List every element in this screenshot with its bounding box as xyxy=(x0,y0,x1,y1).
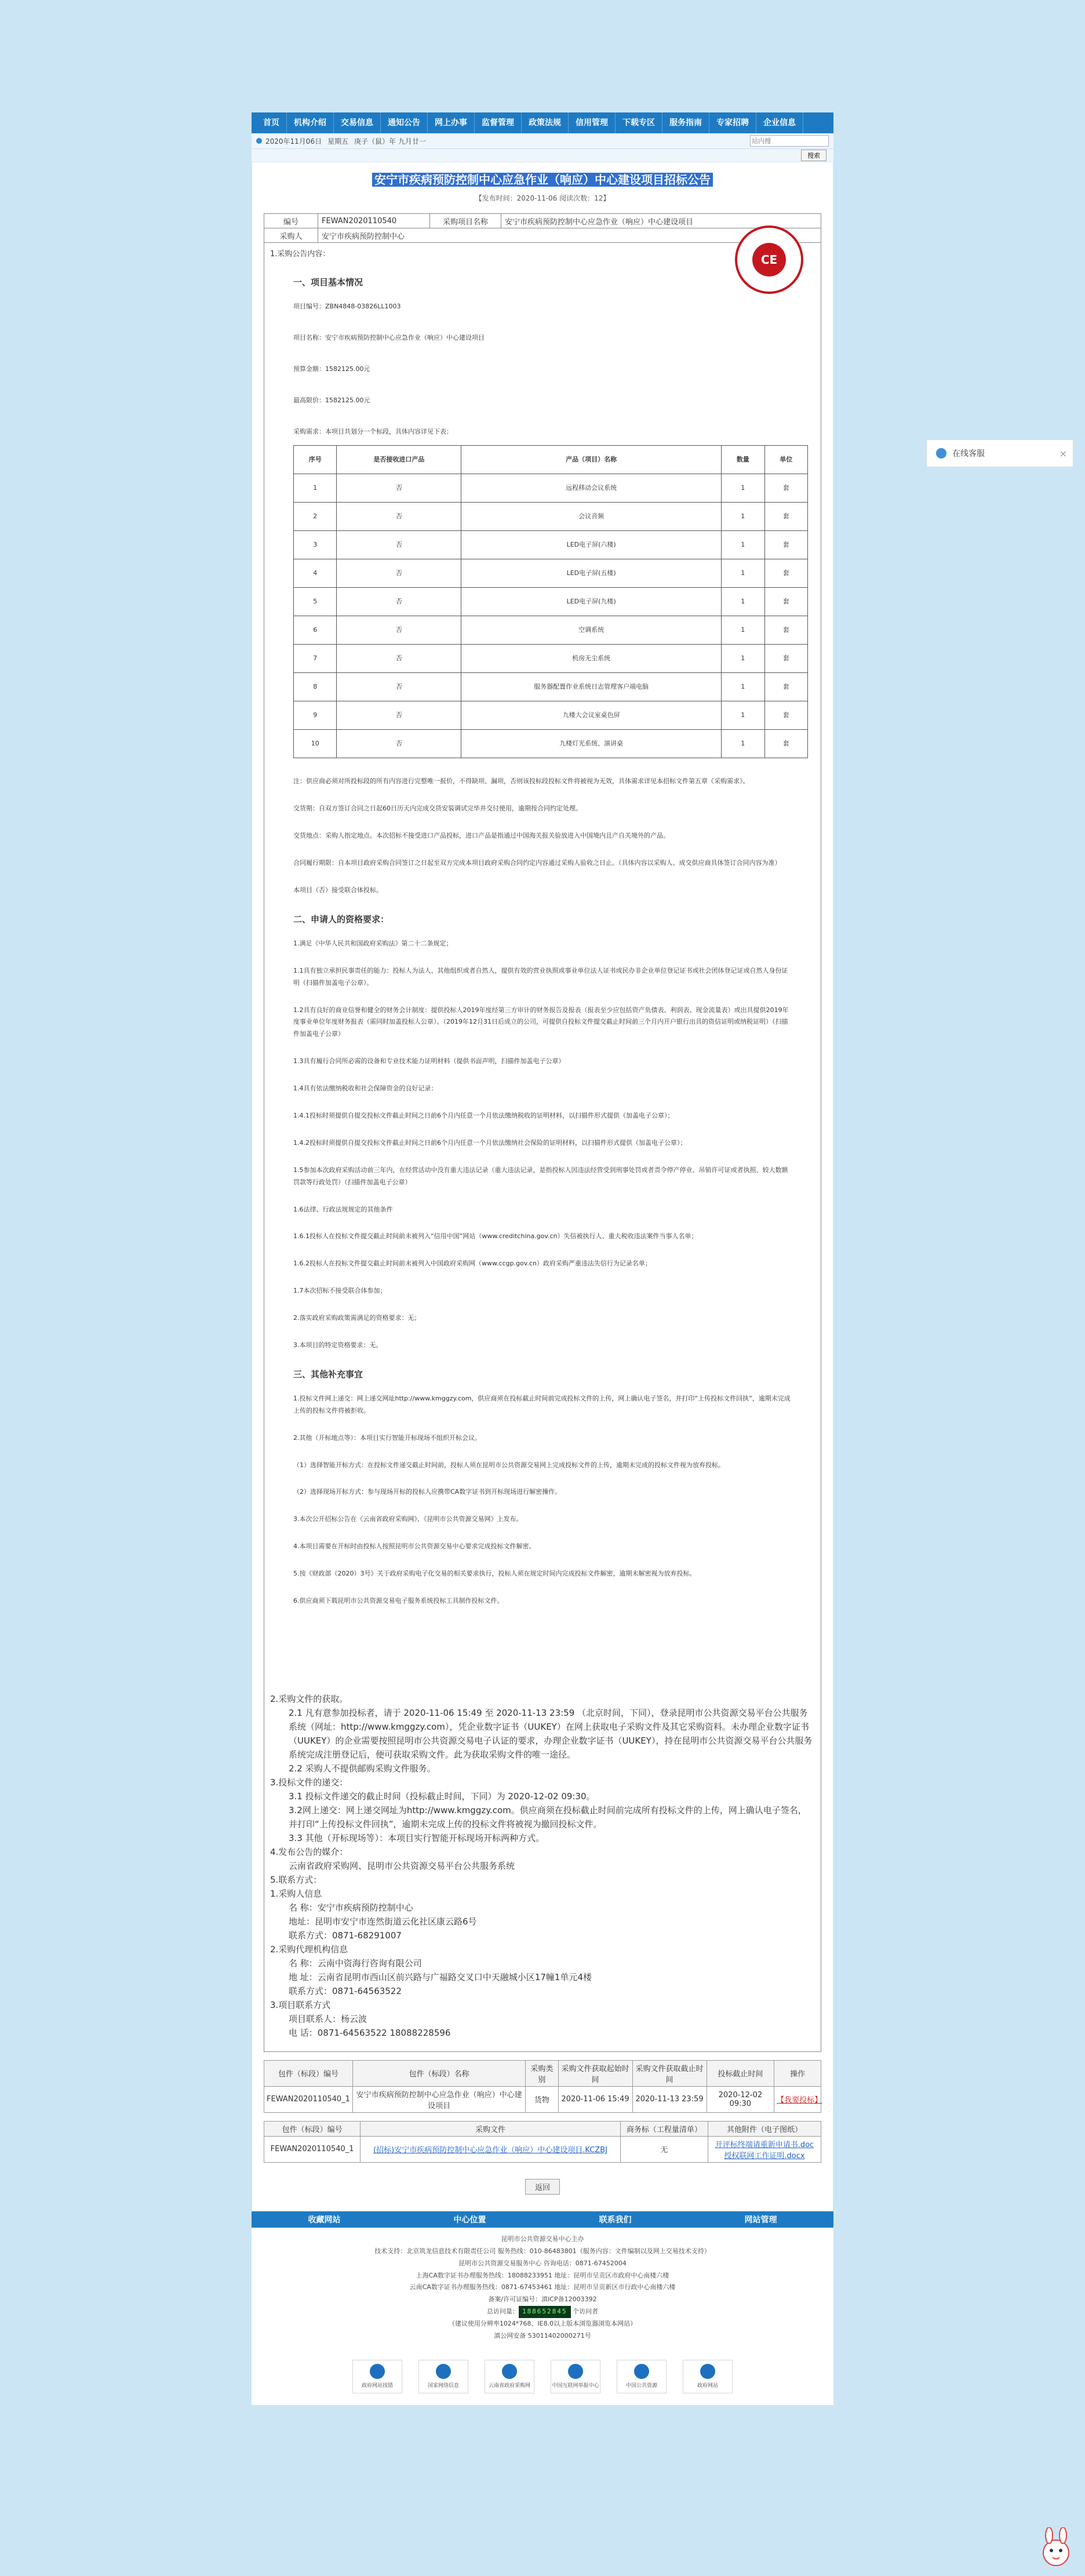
footer-line xyxy=(263,2233,822,2246)
logo-icon xyxy=(700,2364,715,2379)
procurement-line: 1.采购人信息 xyxy=(270,1888,322,1899)
footer-text: 总访问量： xyxy=(486,2308,519,2316)
attachment-link[interactable]: 开评标终端请重新申请书.doc xyxy=(715,2140,814,2149)
main-nav xyxy=(252,112,833,133)
table-cell: 1 xyxy=(722,673,764,701)
page-wrapper xyxy=(252,112,833,2405)
footer-line xyxy=(263,2318,822,2330)
qualification-item: 3.本项目的特定资格要求：无。 xyxy=(293,1341,383,1349)
package-header-cell: 包件（标段）编号 xyxy=(264,2060,353,2086)
package-header-cell: 操作 xyxy=(774,2060,821,2086)
procurement-line: 2.1 凡有意参加投标者，请于 2020-11-06 15:49 至 2020-11-13 23:59 （北京时间，下同），登录昆明市公共资源交易平台公共服务系统（网址：http://www.kmggzy.com），凭企业数字证书（UUKEY）在网上获取电子采购文件及其它采购资料。未办理企业数字证书（UUKEY）的企业需要按照昆明市公共资源交易电子认证的要求，办理企业数字证书（UUKEY），持在昆明市公共资源交易平台公共服务系统完成注册登记后，便可获取采购文件。此为获取采购文件的唯一途径。 xyxy=(289,1707,813,1760)
other-list xyxy=(270,1393,815,1607)
footer-text: 备案/许可证编号：滇ICP备12003392 xyxy=(488,2295,597,2304)
package-header-cell: 采购类别 xyxy=(526,2060,558,2086)
footer-logo[interactable] xyxy=(418,2360,468,2393)
lunar-text: 庚子（鼠）年 九月廿一 xyxy=(354,137,426,145)
code-value: FEWAN2020110540 xyxy=(318,214,430,228)
other-item: 1.投标文件网上递交：网上递交网址http://www.kmggzy.com，供应商须在投标截止时间前完成投标文件的上传，网上确认电子签名，并打印“上传投标文件回执”，逾期未完成上传的投标文件将被拒收。 xyxy=(293,1394,791,1414)
logo-label: 中国互联网举报中心 xyxy=(552,2383,599,2389)
footer-logos xyxy=(252,2348,833,2405)
procurement-line: 电 话：0871-64563522 18088228596 xyxy=(289,2027,451,2038)
table-cell: 9 xyxy=(294,701,337,730)
table-cell: 1 xyxy=(722,730,764,758)
qualification-item: 1.7本次招标不接受联合体参加； xyxy=(293,1287,387,1295)
footer-line xyxy=(263,2246,822,2258)
other-item: （2）选择现场开标方式：参与现场开标的投标人应携带CA数字证书到开标现场进行解密操作。 xyxy=(293,1488,562,1496)
table-cell: 否 xyxy=(337,673,461,701)
code-label: 编号 xyxy=(264,214,318,228)
footer-text: 昆明市公共资源交易中心主办 xyxy=(501,2235,584,2243)
table-row xyxy=(294,616,808,645)
footer-logo[interactable] xyxy=(352,2360,402,2393)
table-cell: 套 xyxy=(764,673,807,701)
buyer-label: 采购人 xyxy=(264,228,318,243)
table-cell: 1 xyxy=(294,474,337,503)
announcement-body xyxy=(264,243,821,2052)
logo-label: 政府网站找错 xyxy=(361,2383,393,2389)
table-cell: 1 xyxy=(722,503,764,531)
footer-line xyxy=(263,2306,822,2318)
table-row xyxy=(294,730,808,758)
procurement-line: 3.1 投标文件递交的截止时间（投标截止时间，下同）为 2020-12-02 09:30。 xyxy=(289,1791,595,1802)
other-item: 4.本项目需要在开标时由投标人按照昆明市公共资源交易中心要求完成投标文件解密。 xyxy=(293,1542,536,1551)
footer-nav xyxy=(252,2211,833,2228)
table-cell: 否 xyxy=(337,645,461,673)
qualification-item: 1.6.2投标人在投标文件提交截止时间前未被列入中国政府采购网（www.ccgp.gov.cn）政府采购严重违法失信行为记录名单； xyxy=(293,1260,651,1268)
qualification-item: 1.6.1投标人在投标文件提交截止时间前未被列入“信用中国”网站（www.creditchina.gov.cn）失信被执行人、重大税收违法案件当事人名单； xyxy=(293,1232,698,1240)
attachments-cell xyxy=(708,2136,821,2162)
footer-line xyxy=(263,2270,822,2282)
procurement-line: 4.发布公告的媒介： xyxy=(270,1846,348,1857)
logo-label: 国家网络信息 xyxy=(427,2383,459,2389)
table-row xyxy=(294,474,808,503)
search-input[interactable] xyxy=(750,135,829,147)
table-cell: LED电子屏(五楼) xyxy=(461,559,722,588)
table-cell: 4 xyxy=(294,559,337,588)
search-button[interactable]: 搜索 xyxy=(801,150,827,161)
other-item: 6.供应商须下载昆明市公共资源交易电子服务系统投标工具制作投标文件。 xyxy=(293,1596,504,1604)
logo-label: 云南省政府采购网 xyxy=(488,2383,530,2389)
table-cell: 否 xyxy=(337,730,461,758)
qualification-item: 1.4.1投标时须提供自提交投标文件截止时间之日前6个月内任意一个月依法缴纳税收的证明材料，以扫描件形式提供（加盖电子公章）； xyxy=(293,1111,674,1119)
search-bar xyxy=(252,149,833,162)
budget-amount: 预算金额：1582125.00元 xyxy=(293,365,370,373)
logo-icon xyxy=(502,2364,517,2379)
table-cell: 套 xyxy=(764,531,807,559)
procurement-line: 2.采购代理机构信息 xyxy=(270,1944,348,1955)
footer-line xyxy=(263,2294,822,2306)
table-cell: 套 xyxy=(764,503,807,531)
table-cell: 3 xyxy=(294,531,337,559)
qualification-item: 2.落实政府采购政策需满足的资格要求：无； xyxy=(293,1314,421,1322)
qualification-item: 1.2具有良好的商业信誉和健全的财务会计制度：提供投标人2019年度经第三方审计的财务报告及报表（报表至少应包括资产负债表、利润表、现金流量表）或出具提供2019年度事业单位年度财务报表（需同时加盖投标人公章）。（2019年12月31日后成立的公司，可提供自投标文件提交截止时间前三个月内开户银行出具的资信证明或纳税证明）（扫描件加盖电子公章） xyxy=(293,1006,789,1038)
qualification-item: 1.4具有依法缴纳税收和社会保障资金的良好记录： xyxy=(293,1085,438,1093)
table-cell: 6 xyxy=(294,616,337,645)
delivery-text: 交货期：自双方签订合同之日起60日历天内完成交货安装调试完毕并交付使用，逾期按合同约定处理。 xyxy=(293,805,582,813)
table-cell: 1 xyxy=(722,474,764,503)
procurement-line: 名 称：云南中资海行咨询有限公司 xyxy=(289,1958,422,1969)
procurement-info xyxy=(270,1692,815,2040)
table-cell: 会议音频 xyxy=(461,503,722,531)
table-row xyxy=(294,559,808,588)
other-item: 2.其他（开标地点等）：本项目实行智能开标现场不组织开标会议。 xyxy=(293,1433,481,1442)
table-cell: 否 xyxy=(337,588,461,616)
qualification-item: 1.4.2投标时须提供自提交投标文件截止时间之日前6个月内任意一个月依法缴纳社会保险的证明材料，以扫描件形式提供（加盖电子公章）； xyxy=(293,1138,687,1147)
procurement-line: 名 称：安宁市疾病预防控制中心 xyxy=(289,1902,413,1913)
procurement-line: 联系方式：0871-68291007 xyxy=(289,1930,402,1941)
procurement-line: 2.采购文件的获取。 xyxy=(270,1693,348,1704)
table-cell: 套 xyxy=(764,730,807,758)
table-cell: 套 xyxy=(764,616,807,645)
table-row xyxy=(294,588,808,616)
footer-info xyxy=(252,2228,833,2348)
package-header-cell: 采购文件获取起始时间 xyxy=(558,2060,632,2086)
footer-line xyxy=(263,2330,822,2342)
footer-line xyxy=(263,2282,822,2294)
section-basic-title: 一、项目基本情况 xyxy=(293,277,363,288)
nav-item[interactable]: 信用管理 xyxy=(569,112,616,133)
footer-logo[interactable] xyxy=(485,2360,534,2393)
table-header-cell: 是否接收进口产品 xyxy=(337,446,461,474)
delivery-place-text: 交货地点：采购人指定地点。本次招标不接受进口产品投标，进口产品是指通过中国海关报关验放进入中国境内且产自关境外的产品。 xyxy=(293,832,669,840)
info-bar xyxy=(252,133,833,149)
procurement-line: 3.项目联系方式 xyxy=(270,1999,331,2010)
close-icon[interactable]: × xyxy=(1059,447,1067,459)
nav-item[interactable]: 首页 xyxy=(256,112,287,133)
nav-item[interactable]: 政策法规 xyxy=(522,112,569,133)
procurement-line: 3.3 其他（开标现场等）：本项目实行智能开标现场开标两种方式。 xyxy=(289,1832,545,1843)
table-row xyxy=(294,673,808,701)
procurement-line: 地 址：云南省昆明市西山区前兴路与广福路交叉口中天融城小区17幢1单元4楼 xyxy=(289,1971,592,1982)
name-label: 采购项目名称 xyxy=(430,214,501,228)
logo-icon xyxy=(370,2364,385,2379)
note-text: 注：供应商必须对所投标段的所有内容进行完整唯一报价，不得缺项、漏项，否则该投标段投标文件将被视为无效，具体需求详见本招标文件第五章《采购需求》。 xyxy=(293,777,749,785)
table-cell: 远程移动会议系统 xyxy=(461,474,722,503)
table-cell: 否 xyxy=(337,474,461,503)
bid-button[interactable]: 【我要投标】 xyxy=(774,2086,821,2112)
logo-label: 中国公共资源 xyxy=(625,2383,657,2389)
table-cell: 1 xyxy=(722,588,764,616)
files-cell: FEWAN2020110540_1 xyxy=(264,2136,361,2162)
table-header-cell: 产品（项目）名称 xyxy=(461,446,722,474)
intro-text: 1.采购公告内容： xyxy=(270,250,330,259)
table-cell: 7 xyxy=(294,645,337,673)
procurement-line: 3.投标文件的递交： xyxy=(270,1777,348,1788)
table-cell: 套 xyxy=(764,588,807,616)
procurement-line: 联系方式：0871-64563522 xyxy=(289,1985,402,1996)
header-table xyxy=(264,213,821,243)
table-cell: 套 xyxy=(764,559,807,588)
table-cell: LED电子屏(六楼) xyxy=(461,531,722,559)
files-header-cell: 包件（标段）编号 xyxy=(264,2121,361,2136)
procurement-line: 地址：昆明市安宁市连然街道云化社区康云路6号 xyxy=(289,1916,477,1927)
procurement-line: 3.2网上递交：网上递交网址为http://www.kmggzy.com。供应商须在投标截止时间前完成所有投标文件的上传，网上确认电子签名，并打印“上传投标文件回执”，逾期未完成上传的投标文件将被视为撤回投标文件。 xyxy=(289,1804,807,1829)
table-cell: 套 xyxy=(764,645,807,673)
project-number: 项目编号：ZBN4848-03826LL1003 xyxy=(293,303,401,311)
footer-logo[interactable] xyxy=(683,2360,733,2393)
qualification-list xyxy=(270,938,815,1352)
package-cell: 2020-11-13 23:59 xyxy=(632,2086,707,2112)
logo-label: 政府网站 xyxy=(697,2383,718,2389)
package-header-cell: 采购文件获取截止时间 xyxy=(632,2060,707,2086)
table-header-cell: 单位 xyxy=(764,446,807,474)
table-cell: 8 xyxy=(294,673,337,701)
table-cell: 10 xyxy=(294,730,337,758)
footer-text: （建议使用分辨率1024*768、IE8.0以上版本浏览器浏览本网站） xyxy=(448,2320,637,2328)
table-cell: 机房无尘系统 xyxy=(461,645,722,673)
qualification-item: 1.3具有履行合同所必需的设备和专业技术能力证明材料（提供书面声明，扫描件加盖电子公章） xyxy=(293,1057,565,1065)
footer-text: 昆明市公共资源交易服务中心 咨询电话：0871-67452004 xyxy=(458,2259,627,2267)
logo-icon xyxy=(634,2364,649,2379)
package-header-cell: 投标截止时间 xyxy=(707,2060,774,2086)
visit-counter: 188652845 xyxy=(519,2306,571,2318)
online-service-widget[interactable] xyxy=(926,439,1073,467)
procurement-line: 5.联系方式： xyxy=(270,1874,322,1885)
online-service-label: 在线客服 xyxy=(952,449,985,459)
procurement-line: 云南省政府采购网、昆明市公共资源交易平台公共服务系统 xyxy=(289,1860,515,1871)
logo-icon xyxy=(568,2364,583,2379)
package-cell: 2020-11-06 15:49 xyxy=(558,2086,632,2112)
table-cell: 套 xyxy=(764,701,807,730)
qualification-item: 1.5参加本次政府采购活动前三年内，在经营活动中没有重大违法记录（重大违法记录，是指投标人因违法经营受到刑事处罚或者责令停产停业、吊销许可证或者执照、较大数额罚款等行政处罚）（扫描件加盖电子公章） xyxy=(293,1166,788,1186)
package-table xyxy=(264,2060,821,2113)
qualification-item: 1.满足《中华人民共和国政府采购法》第二十二条规定； xyxy=(293,939,453,947)
footer-nav-item[interactable]: 中心位置 xyxy=(453,2215,486,2225)
footer-text: 滇公网安备 53011402000271号 xyxy=(494,2332,591,2339)
table-cell: 1 xyxy=(722,701,764,730)
nav-item[interactable]: 监督管理 xyxy=(475,112,522,133)
other-item: （1）选择智能开标方式：在投标文件递交截止时间前，投标人须在昆明市公共资源交易网上完成投标文件的上传，逾期未完成的投标文件视为放弃投标。 xyxy=(293,1461,724,1469)
joint-bid-text: 本项目（否）接受联合体投标。 xyxy=(293,886,383,894)
table-cell: 1 xyxy=(722,559,764,588)
files-header-cell: 采购文件 xyxy=(361,2121,621,2136)
footer-nav-item[interactable]: 收藏网站 xyxy=(308,2215,341,2225)
table-cell: 否 xyxy=(337,616,461,645)
files-table xyxy=(264,2121,821,2163)
table-cell: 5 xyxy=(294,588,337,616)
package-cell: 安宁市疾病预防控制中心应急作业（响应）中心建设项目 xyxy=(352,2086,525,2112)
attachment-link[interactable]: 授权联网工作证明.docx xyxy=(724,2151,805,2160)
official-seal-icon: CE xyxy=(735,225,803,294)
nav-item[interactable]: 企业信息 xyxy=(756,112,803,133)
package-cell: 货物 xyxy=(526,2086,558,2112)
footer-text: 云南CA数字证书办理服务热线：0871-67453461 地址：昆明市呈贡新区市行政中心南楼六楼 xyxy=(409,2283,676,2291)
procurement-line: 2.2 采购人不提供邮购采购文件服务。 xyxy=(289,1763,436,1774)
table-cell: LED电子屏(九楼) xyxy=(461,588,722,616)
contract-period-text: 合同履行期限：自本项目政府采购合同签订之日起至双方完成本项目政府采购合同约定内容通过采购人验收之日止。（具体内容以采购人、成交供应商具体签订合同内容为准） xyxy=(293,859,781,867)
table-cell: 1 xyxy=(722,531,764,559)
nav-item[interactable]: 机构介绍 xyxy=(287,112,334,133)
table-header-cell: 序号 xyxy=(294,446,337,474)
nav-item[interactable]: 下载专区 xyxy=(616,112,662,133)
nav-item[interactable]: 通知公告 xyxy=(381,112,428,133)
logo-icon xyxy=(436,2364,451,2379)
footer-nav-item[interactable]: 联系我们 xyxy=(599,2215,632,2225)
table-cell: 服务器配置作业系统日志管理客户端电脑 xyxy=(461,673,722,701)
announcement-paper xyxy=(252,162,833,2211)
name-value: 安宁市疾病预防控制中心应急作业（响应）中心建设项目 xyxy=(501,214,821,228)
package-header-cell: 包件（标段）名称 xyxy=(352,2060,525,2086)
table-cell: 否 xyxy=(337,701,461,730)
back-button[interactable]: 返回 xyxy=(525,2179,560,2195)
requirement-text: 采购需求：本项目共划分一个标段，具体内容详见下表： xyxy=(293,427,453,435)
counter-suffix: 个访问者 xyxy=(573,2308,599,2316)
footer-nav-item[interactable]: 网站管理 xyxy=(744,2215,777,2225)
table-cell: 套 xyxy=(764,474,807,503)
mascot-icon[interactable] xyxy=(1039,2527,1073,2568)
footer-logo[interactable] xyxy=(551,2360,600,2393)
other-item: 5.按《财政部（2020）3号》关于政府采购电子化交易的相关要求执行，投标人须在规定时间内完成投标文件解密，逾期未解密视为放弃投标。 xyxy=(293,1570,696,1578)
footer-text: 技术支持：北京筑龙信息技术有限责任公司 服务热线：010-86483801（服务内容：文件编制以及网上交易技术支持） xyxy=(374,2247,711,2255)
procurement-line: 项目联系人：杨云波 xyxy=(289,2013,367,2024)
table-cell: 否 xyxy=(337,559,461,588)
search-area xyxy=(750,135,829,147)
table-row xyxy=(294,503,808,531)
table-row xyxy=(294,645,808,673)
table-header-cell: 数量 xyxy=(722,446,764,474)
info-icon xyxy=(256,138,262,144)
back-area xyxy=(264,2179,821,2195)
table-cell: 否 xyxy=(337,531,461,559)
table-cell: 1 xyxy=(722,645,764,673)
max-price: 最高限价：1582125.00元 xyxy=(293,396,370,404)
nav-item[interactable]: 专家招聘 xyxy=(709,112,756,133)
table-cell: 1 xyxy=(722,616,764,645)
procurement-file-link[interactable]: (招标)安宁市疾病预防控制中心应急作业（响应）中心建设项目.KCZBJ xyxy=(361,2136,621,2162)
package-cell: 2020-12-02 09:30 xyxy=(707,2086,774,2112)
buyer-value: 安宁市疾病预防控制中心 xyxy=(318,228,821,243)
other-item: 3.本次公开招标公告在《云南省政府采购网》、《昆明市公共资源交易网》上发布。 xyxy=(293,1515,523,1523)
table-row xyxy=(294,531,808,559)
nav-item[interactable]: 网上办事 xyxy=(428,112,475,133)
items-table xyxy=(293,445,808,758)
nav-item[interactable]: 交易信息 xyxy=(334,112,381,133)
project-name: 项目名称：安宁市疾病预防控制中心应急作业（响应）中心建设项目 xyxy=(293,334,485,342)
footer-logo[interactable] xyxy=(617,2360,667,2393)
table-cell: 九楼灯光系统、演讲桌 xyxy=(461,730,722,758)
table-cell: 九楼大会议室桌色屏 xyxy=(461,701,722,730)
footer-text: 上海CA数字证书办理服务热线：18088233951 地址：昆明市呈贡区市政府中心南楼六楼 xyxy=(416,2271,669,2279)
date-text: 2020年11月06日 xyxy=(265,137,322,145)
table-cell: 否 xyxy=(337,503,461,531)
nav-item[interactable]: 服务指南 xyxy=(662,112,709,133)
weekday-text: 星期五 xyxy=(327,137,349,145)
table-cell: 空调系统 xyxy=(461,616,722,645)
chat-icon xyxy=(936,448,946,459)
section-other-title: 三、其他补充事宜 xyxy=(293,1369,363,1380)
page-title: 安宁市疾病预防控制中心应急作业（响应）中心建设项目招标公告 xyxy=(264,170,821,187)
package-cell: FEWAN2020110540_1 xyxy=(264,2086,353,2112)
files-cell: 无 xyxy=(620,2136,708,2162)
publish-meta: 【发布时间：2020-11-06 阅读次数：12】 xyxy=(475,194,610,202)
files-header-cell: 商务标（工程量清单） xyxy=(620,2121,708,2136)
footer-line xyxy=(263,2258,822,2270)
section-qualification-title: 二、申请人的资格要求： xyxy=(293,914,389,925)
table-cell: 2 xyxy=(294,503,337,531)
files-header-cell: 其他附件（电子图纸） xyxy=(708,2121,821,2136)
qualification-item: 1.6法律、行政法规规定的其他条件 xyxy=(293,1205,393,1213)
qualification-item: 1.1具有独立承担民事责任的能力：投标人为法人、其他组织或者自然人，提供有效的营业执照或事业单位法人证书或民办非企业单位登记证书或社会团体登记证或自然人身份证明（扫描件加盖电子公章）。 xyxy=(293,966,788,987)
table-row xyxy=(294,701,808,730)
